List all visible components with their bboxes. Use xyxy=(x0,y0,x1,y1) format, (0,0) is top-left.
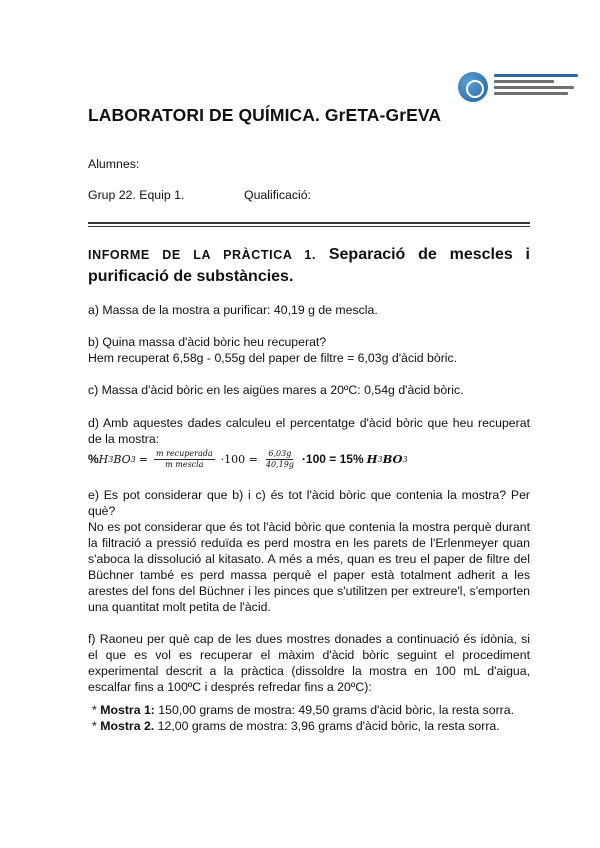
question-c: c) Massa d'àcid bòric en les aigües mares a 20ºC: 0,54g d'àcid bòric. xyxy=(88,383,464,397)
formula-percent: % xyxy=(88,452,99,466)
formula-result: ·100 = 15% xyxy=(301,452,364,466)
question-d: d) Amb aquestes dades calculeu el percentatge d'àcid bòric que heu recuperat de la mostra: xyxy=(88,416,530,446)
list-item xyxy=(92,702,530,718)
formula-fraction-mass xyxy=(154,449,215,470)
formula-times-100: ·100 = xyxy=(220,452,258,466)
qualificacio-label: Qualificació: xyxy=(244,188,311,202)
formula-sub: 3 xyxy=(108,454,114,464)
sample-label: Mostra 2. xyxy=(100,719,155,733)
percentage-formula xyxy=(88,447,408,471)
heading-prefix: INFORME DE LA PRÀCTICA 1. xyxy=(88,248,317,262)
fraction-numerator: 6,03g xyxy=(268,448,292,458)
formula-equals: = xyxy=(138,452,148,466)
report-heading xyxy=(88,244,530,288)
formula-sub: 3 xyxy=(130,454,136,464)
formula-fraction-values xyxy=(264,449,296,470)
list-item xyxy=(92,718,530,734)
answer-e: No es pot considerar que és tot l'àcid bòric que contenia la mostra perquè durant la filtració a pressió reduïda es perd mostra en les parets de l'Erlenmeyer quan s'aboca la dissolució al kitasato. A més a més, quan es treu el paper de filtre del Büchner també es perd massa perquè el paper està totalment adherit a les arestes del fons del Büchner i les pinces que s'utilitzen per extreure'l, s'emporten una quantitat molt petita de l'àcid. xyxy=(88,520,530,614)
question-a: a) Massa de la mostra a purificar: 40,19 g de mescla. xyxy=(88,303,378,317)
sample-text: 150,00 grams de mostra: 49,50 grams d'àcid bòric, la resta sorra. xyxy=(154,703,515,717)
bullet: * xyxy=(92,703,97,717)
upc-logo-icon xyxy=(458,72,578,106)
question-e: e) Es pot considerar que b) i c) és tot l'àcid bòric que contenia la mostra? Per què? xyxy=(88,488,530,518)
sample-label: Mostra 1: xyxy=(100,703,155,717)
double-rule-bottom xyxy=(88,226,530,227)
alumnes-label: Alumnes: xyxy=(88,157,140,171)
question-b: b) Quina massa d'àcid bòric heu recuperat? xyxy=(88,335,327,349)
fraction-denominator: 40,19g xyxy=(265,459,294,469)
formula-bo: BO xyxy=(113,452,131,466)
sample-text: 12,00 grams de mostra: 3,96 grams d'àcid bòric, la resta sorra. xyxy=(154,719,500,733)
fraction-numerator: m recuperada xyxy=(155,448,213,458)
formula-bo: BO xyxy=(382,452,403,466)
fraction-denominator: m mescla xyxy=(165,459,204,469)
upc-logo-mark xyxy=(458,72,488,102)
formula-h: H xyxy=(98,452,109,466)
answer-b: Hem recuperat 6,58g - 0,55g del paper de filtre = 6,03g d'àcid bòric. xyxy=(88,351,458,365)
bullet: * xyxy=(92,719,97,733)
heading-title: Separació de mescles i purificació de substàncies. xyxy=(88,246,530,285)
question-f: f) Raoneu per què cap de les dues mostres donades a continuació és idònia, si el que es vol es recuperar el màxim d'àcid bòric seguint el procediment experimental descrit a la pràctica (dissoldre la mostra en 100 mL d'aigua, escalfar fins a 100ºC i després refredar fins a 20ºC): xyxy=(88,632,530,694)
formula-sub: 3 xyxy=(377,454,383,464)
formula-h: H xyxy=(366,452,378,466)
upc-logo-text xyxy=(494,74,578,98)
samples-list xyxy=(92,702,530,734)
page-title: LABORATORI DE QUÍMICA. GrETA-GrEVA xyxy=(88,105,442,125)
grup-equip-label: Grup 22. Equip 1. xyxy=(88,188,185,202)
double-rule-top xyxy=(88,222,530,224)
formula-sub: 3 xyxy=(402,454,408,464)
